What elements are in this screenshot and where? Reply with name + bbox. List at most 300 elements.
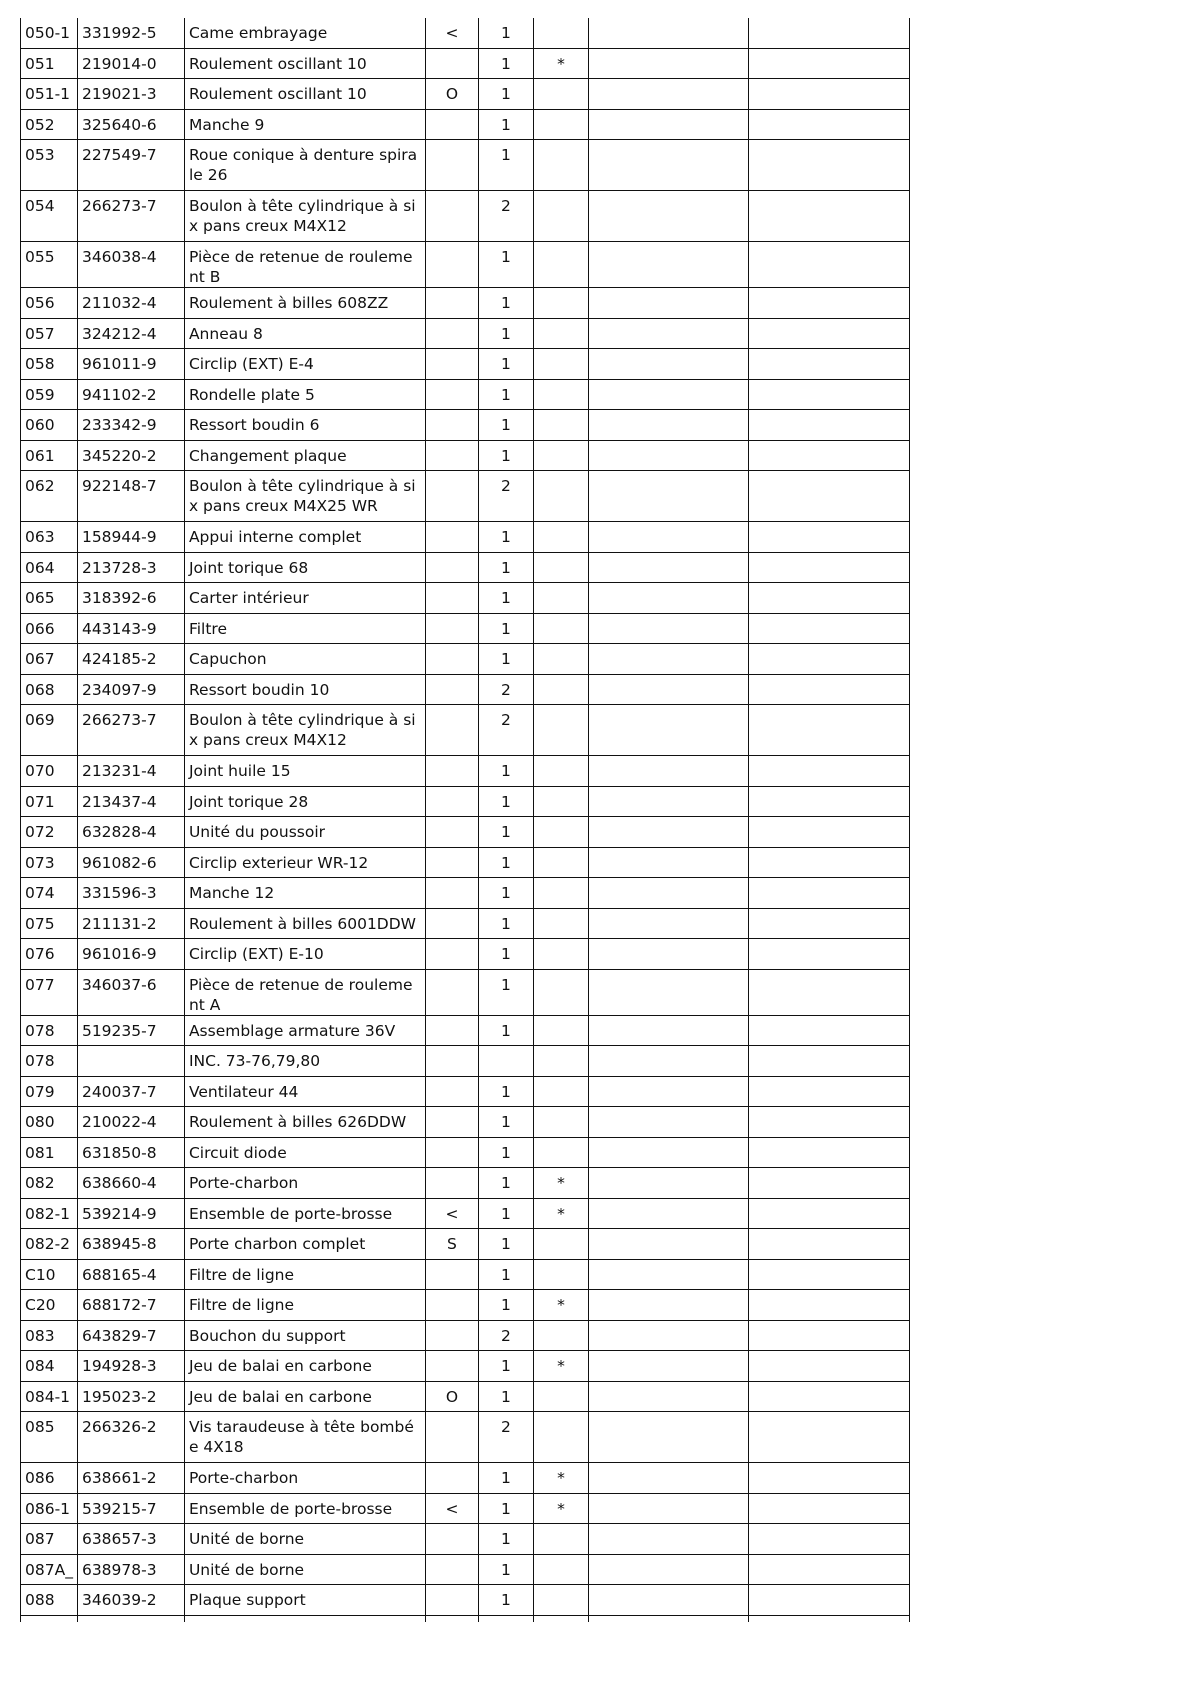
empty-cell: [748, 1493, 909, 1524]
empty-cell: [588, 1320, 748, 1351]
empty-cell: [588, 109, 748, 140]
part-number-cell: 331992-5: [77, 18, 184, 48]
empty-cell: [748, 1107, 909, 1138]
empty-cell: [748, 1615, 909, 1622]
part-index-cell: 075: [21, 908, 78, 939]
part-index-cell: 085: [21, 1412, 78, 1463]
part-number-cell: 324212-4: [77, 318, 184, 349]
marker-cell: *: [533, 1463, 588, 1494]
empty-cell: [748, 242, 909, 288]
description-cell: Porte-charbon: [184, 1168, 425, 1199]
quantity-cell: 1: [478, 756, 533, 787]
symbol-cell: [425, 1015, 478, 1046]
symbol-cell: [425, 644, 478, 675]
part-number-cell: 519235-7: [77, 1015, 184, 1046]
table-row: [21, 1107, 910, 1138]
quantity-cell: 1: [478, 583, 533, 614]
symbol-cell: [425, 1412, 478, 1463]
empty-cell: [588, 140, 748, 191]
quantity-cell: 1: [478, 79, 533, 110]
part-number-cell: 688165-4: [77, 1259, 184, 1290]
quantity-cell: 1: [478, 1351, 533, 1382]
description-cell: Ressort boudin 6: [184, 410, 425, 441]
table-row: [21, 786, 910, 817]
quantity-cell: 1: [478, 1463, 533, 1494]
description-cell: Came embrayage: [184, 18, 425, 48]
quantity-cell: 1: [478, 1168, 533, 1199]
empty-cell: [588, 1493, 748, 1524]
quantity-cell: 1: [478, 878, 533, 909]
marker-cell: [533, 109, 588, 140]
part-index-cell: 060: [21, 410, 78, 441]
empty-cell: [588, 1198, 748, 1229]
symbol-cell: <: [425, 1493, 478, 1524]
part-number-cell: 219014-0: [77, 48, 184, 79]
part-number-cell: 638661-2: [77, 1463, 184, 1494]
description-cell: Rondelle plate 5: [184, 379, 425, 410]
description-cell: Ressort boudin 10: [184, 674, 425, 705]
empty-cell: [588, 1585, 748, 1616]
part-index-cell: 086-1: [21, 1493, 78, 1524]
table-row: [21, 242, 910, 288]
empty-cell: [748, 349, 909, 380]
quantity-cell: 1: [478, 969, 533, 1015]
marker-cell: [533, 1524, 588, 1555]
symbol-cell: [425, 1046, 478, 1077]
symbol-cell: [425, 583, 478, 614]
table-row: [21, 969, 910, 1015]
table-row: [21, 1137, 910, 1168]
empty-cell: [748, 817, 909, 848]
marker-cell: [533, 705, 588, 756]
marker-cell: [533, 1046, 588, 1077]
quantity-cell: 2: [478, 674, 533, 705]
part-index-cell: 055: [21, 242, 78, 288]
part-index-cell: 056: [21, 288, 78, 319]
marker-cell: [533, 1229, 588, 1260]
part-number-cell: 240037-7: [77, 1076, 184, 1107]
quantity-cell: [478, 1046, 533, 1077]
empty-cell: [748, 1524, 909, 1555]
table-row: [21, 1198, 910, 1229]
description-cell: Ventilateur 44: [184, 1076, 425, 1107]
table-row: [21, 522, 910, 553]
quantity-cell: 1: [478, 939, 533, 970]
table-row: [21, 847, 910, 878]
symbol-cell: [425, 191, 478, 242]
empty-cell: [588, 644, 748, 675]
empty-cell: [588, 969, 748, 1015]
marker-cell: [533, 613, 588, 644]
marker-cell: [533, 379, 588, 410]
part-index-cell: 088: [21, 1585, 78, 1616]
empty-cell: [748, 1320, 909, 1351]
part-number-cell: 961082-6: [77, 847, 184, 878]
marker-cell: [533, 1412, 588, 1463]
quantity-cell: 1: [478, 318, 533, 349]
description-cell: Capuchon: [184, 644, 425, 675]
description-cell: INC. 73-76,79,80: [184, 1046, 425, 1077]
empty-cell: [588, 318, 748, 349]
empty-cell: [588, 1524, 748, 1555]
quantity-cell: 1: [478, 349, 533, 380]
quantity-cell: 1: [478, 109, 533, 140]
part-number-cell: 632828-4: [77, 817, 184, 848]
part-index-cell: 071: [21, 786, 78, 817]
quantity-cell: 1: [478, 1015, 533, 1046]
part-index-cell: 078: [21, 1046, 78, 1077]
description-cell: Joint torique 28: [184, 786, 425, 817]
description-cell: Unité de borne: [184, 1524, 425, 1555]
part-number-cell: 346037-6: [77, 969, 184, 1015]
table-row: [21, 318, 910, 349]
part-index-cell: 082-1: [21, 1198, 78, 1229]
symbol-cell: [425, 613, 478, 644]
description-cell: Porte-charbon: [184, 1463, 425, 1494]
description-cell: Bouchon du support: [184, 1320, 425, 1351]
description-cell: Circlip (EXT) E-4: [184, 349, 425, 380]
empty-cell: [748, 318, 909, 349]
table-row: [21, 1168, 910, 1199]
table-row: [21, 79, 910, 110]
table-row: [21, 939, 910, 970]
symbol-cell: [425, 1076, 478, 1107]
symbol-cell: [425, 817, 478, 848]
marker-cell: [533, 847, 588, 878]
empty-cell: [588, 908, 748, 939]
empty-cell: [588, 349, 748, 380]
quantity-cell: 2: [478, 1412, 533, 1463]
marker-cell: [533, 349, 588, 380]
quantity-cell: 1: [478, 140, 533, 191]
quantity-cell: 1: [478, 817, 533, 848]
table-row: [21, 1259, 910, 1290]
part-number-cell: 638660-4: [77, 1168, 184, 1199]
empty-cell: [588, 1463, 748, 1494]
description-cell: Pièce de retenue de roulement B: [184, 242, 425, 288]
empty-cell: [588, 379, 748, 410]
marker-cell: [533, 1320, 588, 1351]
empty-cell: [748, 644, 909, 675]
description-cell: Boulon à tête cylindrique à six pans creux M4X12: [184, 705, 425, 756]
empty-cell: [748, 191, 909, 242]
table-row: [21, 1351, 910, 1382]
quantity-cell: 1: [478, 1107, 533, 1138]
table-row: [21, 140, 910, 191]
empty-cell: [748, 1259, 909, 1290]
table-row: [21, 1381, 910, 1412]
table-row: [21, 705, 910, 756]
quantity-cell: 1: [478, 1585, 533, 1616]
symbol-cell: [425, 48, 478, 79]
symbol-cell: [425, 1107, 478, 1138]
empty-cell: [588, 1351, 748, 1382]
quantity-cell: 1: [478, 1076, 533, 1107]
description-cell: Assemblage armature 36V: [184, 1015, 425, 1046]
part-index-cell: 067: [21, 644, 78, 675]
empty-cell: [588, 786, 748, 817]
empty-cell: [748, 1076, 909, 1107]
part-index-cell: 077: [21, 969, 78, 1015]
part-number-cell: 345220-2: [77, 440, 184, 471]
table-row: [21, 109, 910, 140]
table-row: [21, 756, 910, 787]
description-cell: Filtre de ligne: [184, 1290, 425, 1321]
symbol-cell: [425, 242, 478, 288]
quantity-cell: 1: [478, 552, 533, 583]
table-row: [21, 191, 910, 242]
empty-cell: [748, 1412, 909, 1463]
part-index-cell: 052: [21, 109, 78, 140]
empty-cell: [748, 1046, 909, 1077]
marker-cell: [533, 1381, 588, 1412]
symbol-cell: [425, 1524, 478, 1555]
empty-cell: [588, 1076, 748, 1107]
empty-cell: [748, 1290, 909, 1321]
description-cell: Changement plaque: [184, 440, 425, 471]
part-index-cell: 072: [21, 817, 78, 848]
empty-cell: [748, 48, 909, 79]
part-index-cell: 068: [21, 674, 78, 705]
part-number-cell: 211032-4: [77, 288, 184, 319]
description-cell: Jeu de balai en carbone: [184, 1381, 425, 1412]
part-number-cell: 539214-9: [77, 1198, 184, 1229]
part-number-cell: 346038-4: [77, 242, 184, 288]
empty-cell: [748, 1229, 909, 1260]
quantity-cell: 1: [478, 613, 533, 644]
marker-cell: [533, 644, 588, 675]
description-cell: Filtre de ligne: [184, 1259, 425, 1290]
symbol-cell: [425, 705, 478, 756]
description-cell: Roulement à billes 6001DDW: [184, 908, 425, 939]
marker-cell: [533, 440, 588, 471]
description-cell: Pièce de retenue de roulement A: [184, 969, 425, 1015]
empty-cell: [748, 847, 909, 878]
part-index-cell: 080: [21, 1107, 78, 1138]
symbol-cell: S: [425, 1229, 478, 1260]
empty-cell: [588, 674, 748, 705]
marker-cell: *: [533, 1290, 588, 1321]
table-row: [21, 644, 910, 675]
quantity-cell: 1: [478, 48, 533, 79]
part-index-cell: 058: [21, 349, 78, 380]
empty-cell: [588, 552, 748, 583]
description-cell: Carter intérieur: [184, 583, 425, 614]
quantity-cell: 1: [478, 644, 533, 675]
quantity-cell: 1: [478, 440, 533, 471]
empty-cell: [748, 440, 909, 471]
empty-cell: [748, 583, 909, 614]
part-number-cell: 233342-9: [77, 410, 184, 441]
symbol-cell: [425, 522, 478, 553]
part-number-cell: 227549-7: [77, 140, 184, 191]
table-row: [21, 1076, 910, 1107]
symbol-cell: [425, 674, 478, 705]
description-cell: Anneau 8: [184, 318, 425, 349]
empty-cell: [748, 109, 909, 140]
description-cell: Ensemble de porte-brosse: [184, 1198, 425, 1229]
table-row: [21, 1229, 910, 1260]
quantity-cell: 1: [478, 1493, 533, 1524]
description-cell: Ensemble de porte-brosse: [184, 1493, 425, 1524]
part-index-cell: 086: [21, 1463, 78, 1494]
marker-cell: [533, 140, 588, 191]
empty-cell: [748, 613, 909, 644]
part-number-cell: 688172-7: [77, 1290, 184, 1321]
part-number-cell: 443143-9: [77, 613, 184, 644]
empty-cell: [748, 471, 909, 522]
marker-cell: *: [533, 1198, 588, 1229]
part-number-cell: 266326-2: [77, 1412, 184, 1463]
part-index-cell: 082-2: [21, 1229, 78, 1260]
quantity-cell: 1: [478, 379, 533, 410]
empty-cell: [748, 1585, 909, 1616]
part-number-cell: 194928-3: [77, 1351, 184, 1382]
marker-cell: [533, 583, 588, 614]
symbol-cell: [425, 969, 478, 1015]
table-row: [21, 908, 910, 939]
table-row: [21, 1320, 910, 1351]
part-number-cell: 158944-9: [77, 522, 184, 553]
description-cell: Circlip (EXT) E-10: [184, 939, 425, 970]
quantity-cell: 1: [478, 1137, 533, 1168]
empty-cell: [748, 18, 909, 48]
symbol-cell: [425, 908, 478, 939]
empty-cell: [588, 847, 748, 878]
empty-cell: [588, 1229, 748, 1260]
empty-cell: [748, 552, 909, 583]
empty-cell: [588, 1381, 748, 1412]
marker-cell: [533, 1015, 588, 1046]
description-cell: Roulement oscillant 10: [184, 79, 425, 110]
part-index-cell: 082: [21, 1168, 78, 1199]
part-index-cell: 069: [21, 705, 78, 756]
symbol-cell: [425, 1290, 478, 1321]
part-index-cell: 066: [21, 613, 78, 644]
part-index-cell: 065: [21, 583, 78, 614]
marker-cell: [533, 1107, 588, 1138]
description-cell: Appui interne complet: [184, 522, 425, 553]
empty-cell: [588, 1168, 748, 1199]
table-row: [21, 1015, 910, 1046]
marker-cell: [533, 318, 588, 349]
marker-cell: [533, 242, 588, 288]
symbol-cell: [425, 440, 478, 471]
marker-cell: [533, 552, 588, 583]
empty-cell: [748, 969, 909, 1015]
empty-cell: [425, 1615, 478, 1622]
description-cell: Unité du poussoir: [184, 817, 425, 848]
table-row: [21, 379, 910, 410]
empty-cell: [588, 756, 748, 787]
symbol-cell: [425, 756, 478, 787]
part-index-cell: 073: [21, 847, 78, 878]
parts-table: [20, 18, 910, 1622]
table-row: [21, 674, 910, 705]
part-index-cell: 064: [21, 552, 78, 583]
symbol-cell: [425, 1137, 478, 1168]
part-number-cell: [77, 1046, 184, 1077]
part-number-cell: 922148-7: [77, 471, 184, 522]
empty-cell: [748, 1381, 909, 1412]
quantity-cell: 2: [478, 471, 533, 522]
empty-cell: [588, 1259, 748, 1290]
symbol-cell: [425, 109, 478, 140]
empty-cell: [748, 1168, 909, 1199]
marker-cell: *: [533, 48, 588, 79]
part-index-cell: 063: [21, 522, 78, 553]
part-number-cell: 266273-7: [77, 191, 184, 242]
part-number-cell: 539215-7: [77, 1493, 184, 1524]
table-row: [21, 1290, 910, 1321]
empty-cell: [748, 410, 909, 441]
empty-cell: [748, 756, 909, 787]
part-number-cell: 213728-3: [77, 552, 184, 583]
part-number-cell: 211131-2: [77, 908, 184, 939]
part-number-cell: 941102-2: [77, 379, 184, 410]
table-row: [21, 552, 910, 583]
part-number-cell: 195023-2: [77, 1381, 184, 1412]
quantity-cell: 2: [478, 191, 533, 242]
table-row: [21, 471, 910, 522]
symbol-cell: [425, 786, 478, 817]
marker-cell: *: [533, 1168, 588, 1199]
empty-cell: [588, 1290, 748, 1321]
part-number-cell: 213437-4: [77, 786, 184, 817]
empty-cell: [748, 908, 909, 939]
symbol-cell: [425, 1259, 478, 1290]
symbol-cell: [425, 318, 478, 349]
part-index-cell: 074: [21, 878, 78, 909]
part-index-cell: C20: [21, 1290, 78, 1321]
table-row: [21, 349, 910, 380]
marker-cell: [533, 191, 588, 242]
empty-cell: [748, 1198, 909, 1229]
description-cell: Circuit diode: [184, 1137, 425, 1168]
part-index-cell: 076: [21, 939, 78, 970]
marker-cell: *: [533, 1351, 588, 1382]
part-index-cell: 050-1: [21, 18, 78, 48]
quantity-cell: 1: [478, 908, 533, 939]
empty-cell: [748, 522, 909, 553]
quantity-cell: 1: [478, 1524, 533, 1555]
empty-cell: [748, 288, 909, 319]
empty-cell: [748, 878, 909, 909]
table-row: [21, 410, 910, 441]
part-index-cell: 081: [21, 1137, 78, 1168]
quantity-cell: 1: [478, 1290, 533, 1321]
part-number-cell: 961011-9: [77, 349, 184, 380]
part-index-cell: 059: [21, 379, 78, 410]
empty-cell: [748, 379, 909, 410]
description-cell: Roulement oscillant 10: [184, 48, 425, 79]
part-number-cell: 638657-3: [77, 1524, 184, 1555]
part-number-cell: 638978-3: [77, 1554, 184, 1585]
part-number-cell: 638945-8: [77, 1229, 184, 1260]
empty-cell: [588, 191, 748, 242]
symbol-cell: [425, 288, 478, 319]
symbol-cell: [425, 847, 478, 878]
empty-cell: [588, 1107, 748, 1138]
marker-cell: *: [533, 1493, 588, 1524]
description-cell: Manche 9: [184, 109, 425, 140]
marker-cell: [533, 1137, 588, 1168]
empty-cell: [748, 79, 909, 110]
description-cell: Jeu de balai en carbone: [184, 1351, 425, 1382]
empty-cell: [588, 1554, 748, 1585]
symbol-cell: [425, 140, 478, 191]
empty-cell: [748, 1015, 909, 1046]
